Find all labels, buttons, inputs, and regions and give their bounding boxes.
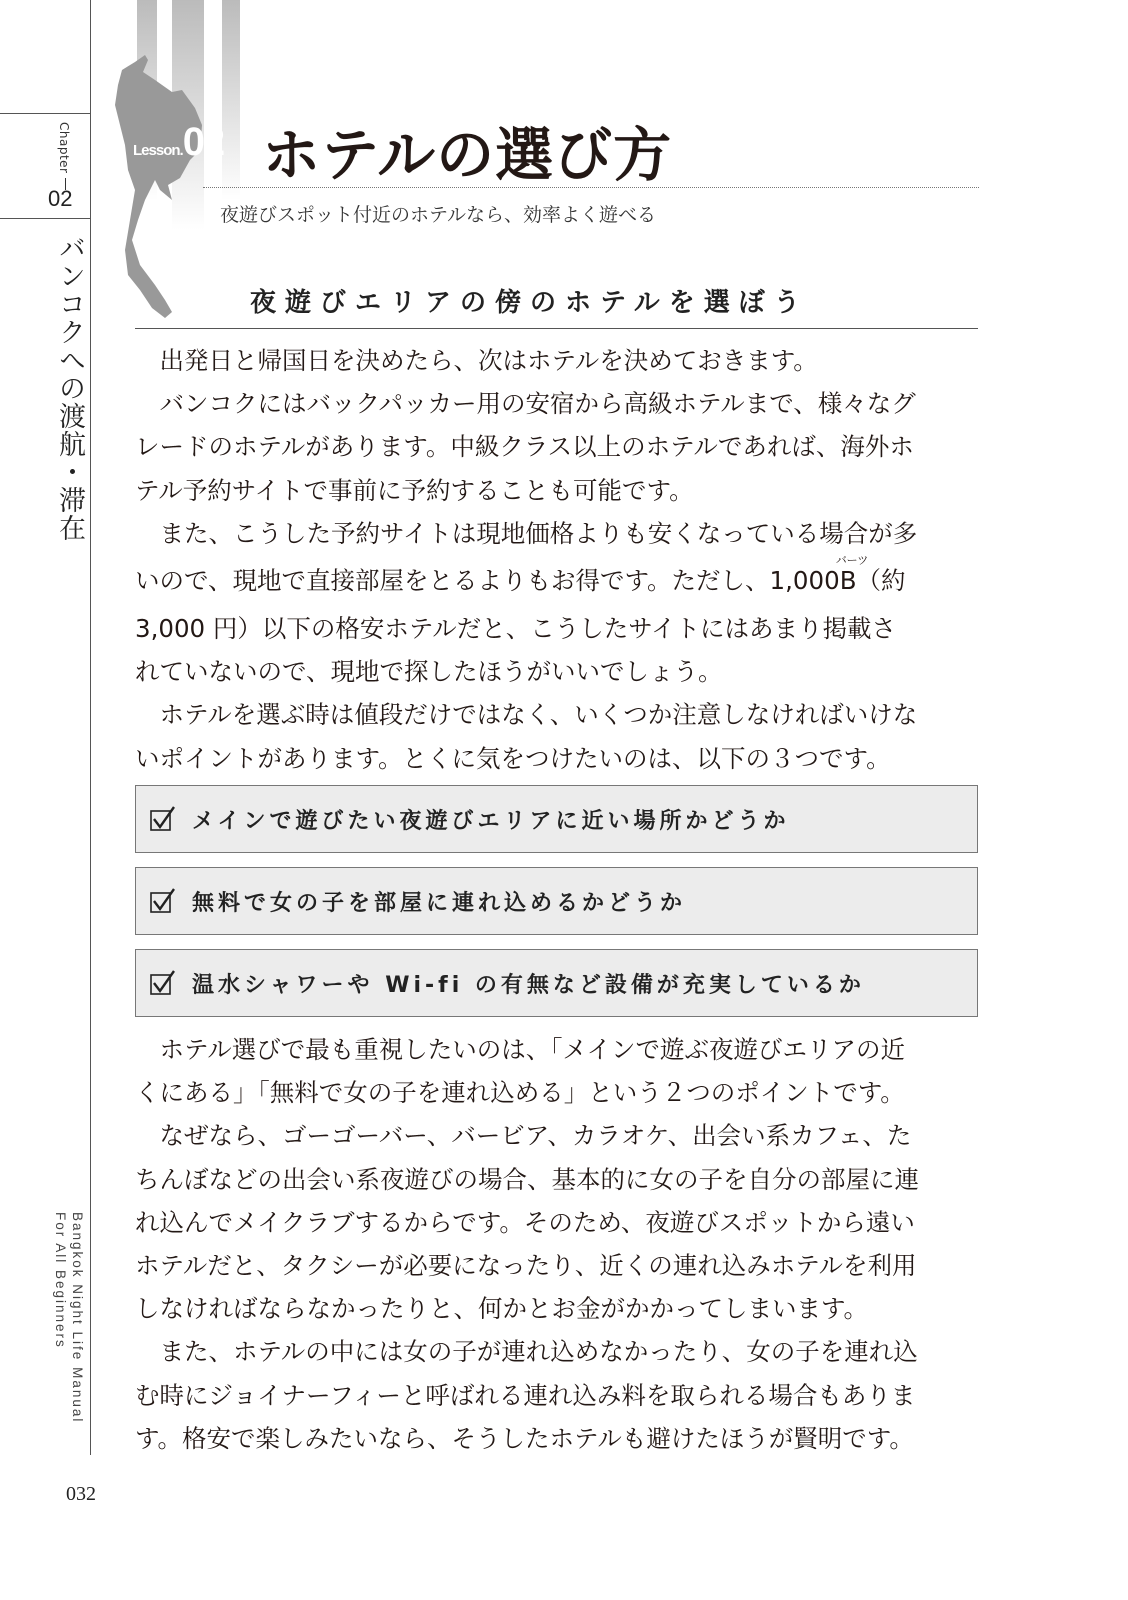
title-divider: [203, 187, 979, 188]
ruby-base: B: [839, 566, 857, 596]
checkbox-checked-icon: [150, 888, 176, 914]
page-title: ホテルの選び方: [262, 121, 673, 189]
checklist-text: 無料で女の子を部屋に連れ込めるかどうか: [192, 890, 687, 916]
text-line: くにある」「無料で女の子を連れ込める」という２つのポイントです。: [135, 1078, 905, 1108]
thailand-map-icon: [110, 50, 210, 325]
page-number: 032: [66, 1483, 96, 1505]
text-line: しなければならなかったりと、何かとお金がかかってしまいます。: [135, 1294, 869, 1324]
lesson-label: Lesson.: [133, 142, 183, 159]
chapter-title: バンコクへの渡航・滞在: [54, 234, 85, 542]
text-segment: （約: [856, 566, 906, 596]
text-line: ホテルだと、タクシーが必要になったり、近くの連れ込みホテルを利用: [135, 1251, 917, 1281]
text-line: また、ホテルの中には女の子が連れ込めなかったり、女の子を連れ込: [135, 1337, 918, 1367]
decor-stripe: [222, 0, 240, 200]
text-line: む時にジョイナーフィーと呼ばれる連れ込み料を取られる場合もありま: [135, 1380, 916, 1410]
ruby-annotation: バーツ: [835, 554, 869, 568]
book-title: [52, 1212, 86, 1423]
chapter-rule-top: [0, 113, 91, 114]
checklist-item: [135, 785, 978, 853]
text-line: ちんぼなどの出会い系夜遊びの場合、基本的に女の子を自分の部屋に連: [135, 1164, 919, 1194]
text-line: テル予約サイトで事前に予約することも可能です。: [135, 475, 694, 505]
checklist-item: [135, 867, 978, 935]
chapter-label: Chapter: [57, 122, 71, 174]
section-divider: [135, 328, 978, 329]
text-line: なぜなら、ゴーゴーバー、バービア、カラオケ、出会い系カフェ、た: [135, 1121, 912, 1151]
book-title-line2: For All Beginners: [53, 1212, 68, 1349]
text-line: れ込んでメイクラブするからです。そのため、夜遊びスポットから遠い: [135, 1207, 915, 1237]
lesson-badge: [133, 120, 223, 165]
text-line: ホテルを選ぶ時は値段だけではなく、いくつか注意しなければいけな: [135, 700, 918, 730]
checkbox-checked-icon: [150, 806, 176, 832]
body-paragraph-2: [135, 1028, 995, 1460]
lesson-number: 02: [182, 120, 224, 164]
body-paragraph-1: [135, 339, 995, 780]
text-segment: いので、現地で直接部屋をとるよりもお得です。ただし、1,000: [135, 566, 840, 596]
chapter-number: 02: [48, 186, 73, 211]
text-line: ホテル選びで最も重視したいのは、「メインで遊ぶ夜遊びエリアの近: [135, 1035, 906, 1064]
text-line: いポイントがあります。とくに気をつけたいのは、以下の３つです。: [135, 743, 891, 773]
text-line: れていないので、現地で探したほうがいいでしょう。: [135, 657, 723, 687]
page-subtitle: 夜遊びスポット付近のホテルなら、効率よく遊べる: [220, 204, 657, 226]
ruby-text: [835, 554, 869, 607]
section-heading: 夜遊びエリアの傍のホテルを選ぼう: [250, 288, 809, 318]
text-line: [135, 555, 995, 607]
text-line: す。格安で楽しみたいなら、そうしたホテルも避けたほうが賢明です。: [135, 1423, 914, 1453]
checkbox-checked-icon: [150, 970, 176, 996]
checklist-text: 温水シャワーや Wi-fi の有無など設備が充実しているか: [192, 972, 865, 998]
chapter-rule-bottom: [0, 218, 91, 219]
text-line: 3,000 円）以下の格安ホテルだと、こうしたサイトにはあまり掲載さ: [135, 614, 896, 644]
text-line: また、こうした予約サイトは現地価格よりも安くなっている場合が多: [135, 518, 918, 548]
text-line: 出発日と帰国日を決めたら、次はホテルを決めておきます。: [135, 346, 818, 375]
text-line: レードのホテルがあります。中級クラス以上のホテルであれば、海外ホ: [135, 432, 914, 462]
text-line: バンコクにはバックパッカー用の安宿から高級ホテルまで、様々なグ: [135, 389, 916, 419]
book-title-line1: Bangkok Night Life Manual: [70, 1212, 85, 1424]
checklist-item: [135, 949, 978, 1017]
checklist-text: メインで遊びたい夜遊びエリアに近い場所かどうか: [192, 808, 790, 834]
